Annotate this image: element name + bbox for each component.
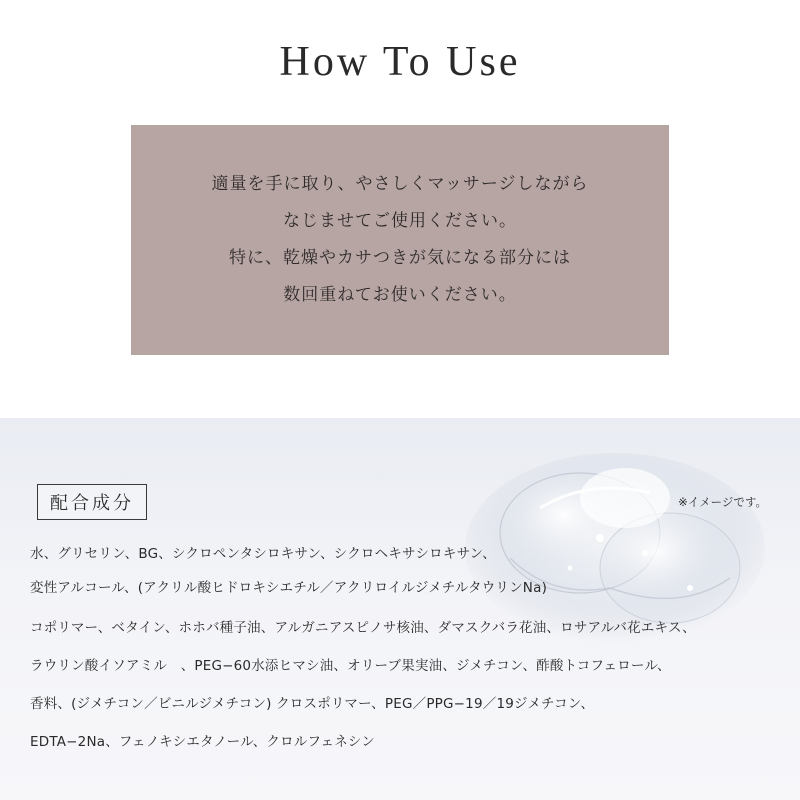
ingredients-heading: 配合成分 <box>37 484 147 520</box>
usage-line: なじませてご使用ください。 <box>283 211 517 231</box>
ingredient-line: 水、グリセリン、BG、シクロペンタシロキサン、シクロヘキサシロキサン、 <box>30 546 496 562</box>
ingredient-line: EDTA−2Na、フェノキシエタノール、クロルフェネシン <box>30 734 375 750</box>
ingredient-line: 変性アルコール、(アクリル酸ヒドロキシエチル／アクリロイルジメチルタウリンNa) <box>30 580 548 596</box>
image-note: ※イメージです。 <box>678 495 767 509</box>
page-title: How To Use <box>279 39 521 85</box>
usage-instructions-box <box>131 125 669 355</box>
usage-line: 特に、乾燥やカサつきが気になる部分には <box>229 248 571 268</box>
usage-line: 数回重ねてお使いください。 <box>283 285 517 305</box>
usage-line: 適量を手に取り、やさしくマッサージしながら <box>211 174 589 194</box>
ingredient-line: ラウリン酸イソアミル 、PEG−60水添ヒマシ油、オリーブ果実油、ジメチコン、酢酸トコフェロール、 <box>30 658 671 674</box>
ingredient-line: コポリマー、ベタイン、ホホバ種子油、アルガニアスピノサ核油、ダマスクバラ花油、ロサアルバ花エキス、 <box>30 620 696 636</box>
ingredient-line: 香料、(ジメチコン／ビニルジメチコン) クロスポリマー、PEG／PPG−19／19ジメチコン、 <box>30 696 595 712</box>
ingredients-section <box>0 418 800 800</box>
